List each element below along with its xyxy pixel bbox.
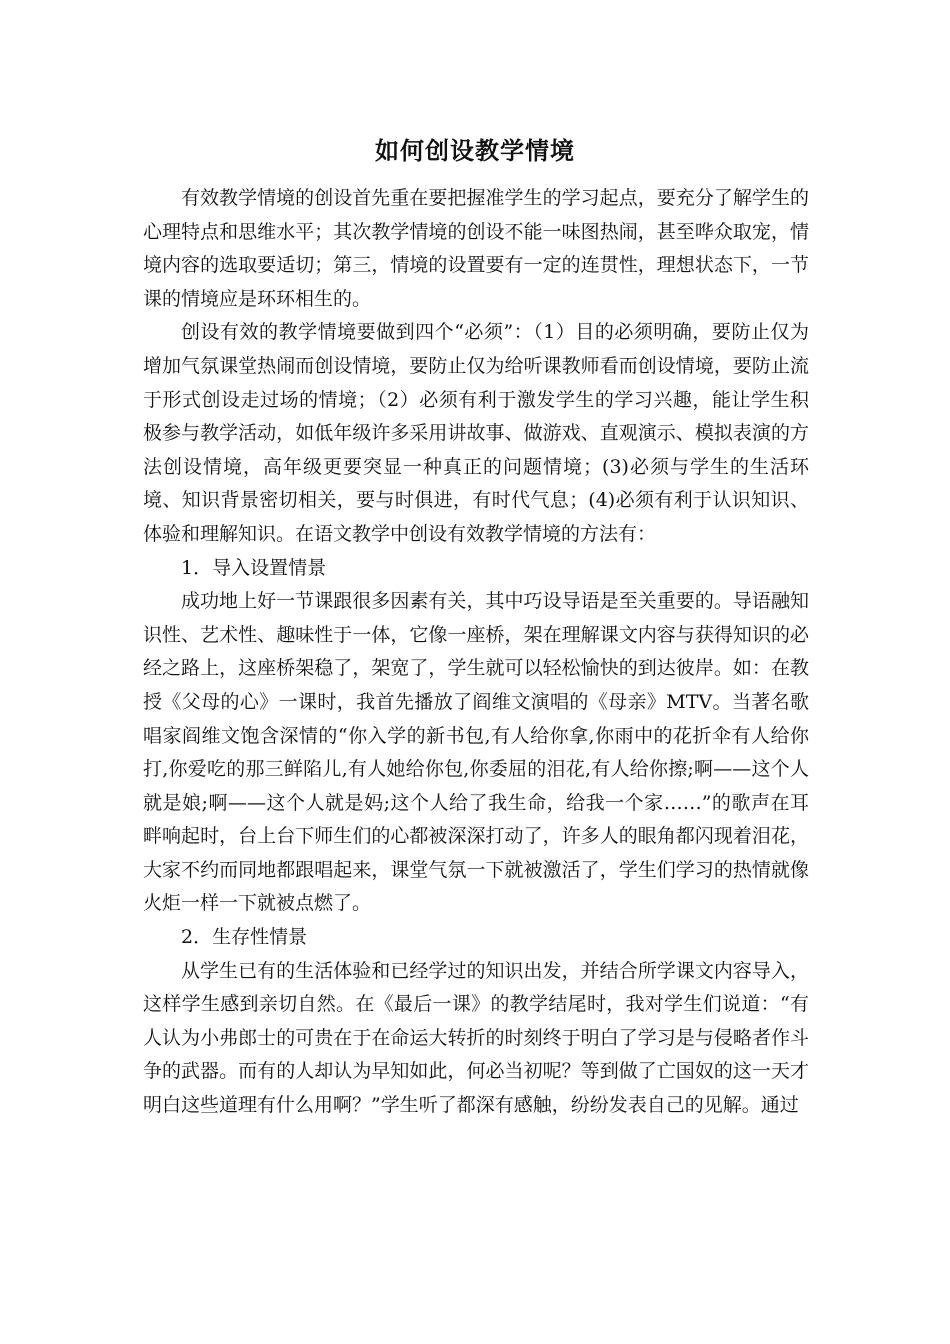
paragraph: 有效教学情境的创设首先重在要把握准学生的学习起点，要充分了解学生的心理特点和思维水平；其次教学情境的创设不能一味图热闹，甚至哗众取宠，情境内容的选取要适切；第三，情境的设置要有一定的连贯性，理想状态下，一节课的情境应是环环相生的。 (143, 187, 809, 310)
document-body (143, 182, 809, 1123)
document-title: 如何创设教学情境 (375, 136, 575, 165)
paragraph: 创设有效的教学情境要做到四个“必须”：（1）目的必须明确，要防止仅为增加气氛课堂热闹而创设情境，要防止仅为给听课教师看而创设情境，要防止流于形式创设走过场的情境；（2）必须有利于激发学生的学习兴趣，能让学生积极参与教学活动，如低年级许多采用讲故事、做游戏、直观演示、模拟表演的方法创设情境，高年级更要突显一种真正的问题情境；(3)必须与学生的生活环境、知识背景密切相关，要与时俱进，有时代气息；(4)必须有利于认识知识、体验和理解知识。在语文教学中创设有效教学情境的方法有： (143, 321, 809, 545)
paragraph: 从学生已有的生活体验和已经学过的知识出发，并结合所学课文内容导入，这样学生感到亲切自然。在《最后一课》的教学结尾时，我对学生们说道：“有人认为小弗郎士的可贵在于在命运大转折的时刻终于明白了学习是与侵略者作斗争的武器。而有的人却认为早知如此，何必当初呢？等到做了亡国奴的这一天才明白这些道理有什么用啊？”学生听了都深有感触，纷纷发表自己的见解。通过 (143, 959, 809, 1117)
section-heading: 1．导入设置情景 (181, 556, 327, 579)
section-heading: 2．生存性情景 (181, 926, 308, 949)
paragraph: 成功地上好一节课跟很多因素有关，其中巧设导语是至关重要的。导语融知识性、艺术性、趣味性于一体，它像一座桥，架在理解课文内容与获得知识的必经之路上，这座桥架稳了，架宽了，学生就可以轻松愉快的到达彼岸。如：在教授《父母的心》一课时，我首先播放了阎维文演唱的《母亲》MTV。当著名歌唱家阎维文饱含深情的“你入学的新书包,有人给你拿,你雨中的花折伞有人给你打,你爱吃的那三鲜陷儿,有人她给你包,你委屈的泪花,有人给你擦;啊——这个人就是娘;啊——这个人就是妈;这个人给了我生命，给我一个家……”的歌声在耳畔响起时，台上台下师生们的心都被深深打动了，许多人的眼角都闪现着泪花，大家不约而同地都跟唱起来，课堂气氛一下就被激活了，学生们学习的热情就像火炬一样一下就被点燃了。 (143, 590, 809, 915)
